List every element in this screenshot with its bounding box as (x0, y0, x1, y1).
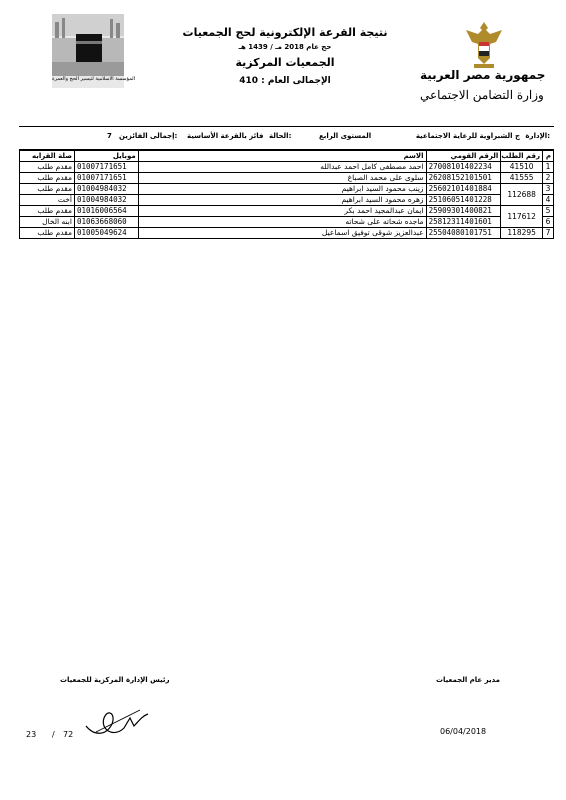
document-title: نتيجة القرعة الإلكترونية لحج الجمعيات (182, 26, 388, 39)
print-date: 06/04/2018 (440, 727, 487, 736)
table-row (20, 184, 554, 195)
table-row (20, 195, 554, 206)
cell-name: سلوى على محمد الصباغ (138, 173, 426, 184)
table-row (20, 228, 554, 239)
header-mobile: موبايل (74, 151, 138, 162)
cell-name: عبدالعزيز شوقى توفيق اسماعيل (138, 228, 426, 239)
admin-label: الإدارة: (525, 132, 550, 140)
cell-num: 3 (543, 184, 554, 195)
left-logo-caption: المؤسسة الاسلامية لتيسير الحج والعمرة (52, 76, 136, 82)
cell-num: 7 (543, 228, 554, 239)
kaaba-logo (52, 14, 136, 88)
cell-name: زهره محمود السيد ابراهيم (138, 195, 426, 206)
cell-name: احمد مصطفى كامل احمد عبدالله (138, 162, 426, 173)
document-subtitle: حج عام 2018 مـ / 1439 هـ (238, 43, 332, 51)
cell-request: 117612 (501, 206, 543, 228)
header-name: الاسم (138, 151, 426, 162)
cell-relation: مقدم طلب (20, 173, 75, 184)
cell-relation: مقدم طلب (20, 184, 75, 195)
header-national-id: الرقم القومي (426, 151, 501, 162)
cell-relation: أخت (20, 195, 75, 206)
cell-relation: مقدم طلب (20, 228, 75, 239)
cell-num: 1 (543, 162, 554, 173)
cell-mobile: 01005049624 (74, 228, 138, 239)
info-bar (19, 126, 554, 150)
level-value: المستوى الرابع (319, 132, 372, 140)
cell-mobile: 01007171651 (74, 173, 138, 184)
winners-value: 7 (107, 132, 112, 140)
cell-mobile: 01016006564 (74, 206, 138, 217)
central-admin-head-title: رئيس الإدارة المركزية للجمعيات (60, 676, 170, 684)
ministry-name: وزارة التضامن الاجتماعي (420, 88, 544, 102)
page-total: 72 (63, 730, 74, 739)
cell-name: ايمان عبدالمجيد احمد بكر (138, 206, 426, 217)
cell-relation: مقدم طلب (20, 162, 75, 173)
cell-national-id: 26208152101501 (426, 173, 501, 184)
page-separator: / (52, 730, 55, 739)
cell-relation: ابنه الخال (20, 217, 75, 228)
cell-request: 41555 (501, 173, 543, 184)
status-label: الحالة: (269, 132, 292, 140)
country-name: جمهورية مصر العربية (420, 68, 546, 82)
cell-num: 6 (543, 217, 554, 228)
table-header-row (20, 151, 554, 162)
cell-national-id: 25504080101751 (426, 228, 501, 239)
general-manager-title: مدير عام الجمعيات (436, 676, 501, 684)
header-request: رقم الطلب (501, 151, 543, 162)
cell-national-id: 25106051401228 (426, 195, 501, 206)
table-row (20, 206, 554, 217)
cell-name: ماجده شحاته على شحاته (138, 217, 426, 228)
cell-national-id: 27008101402234 (426, 162, 501, 173)
cell-num: 4 (543, 195, 554, 206)
total-count: الإجمالى العام : 410 (239, 76, 331, 86)
eagle-emblem-icon (456, 16, 512, 72)
cell-request: 41510 (501, 162, 543, 173)
cell-mobile: 01004984032 (74, 195, 138, 206)
page-number: 23 (26, 730, 37, 739)
cell-request: 112688 (501, 184, 543, 206)
header-relation: صلة القرابه (20, 151, 75, 162)
cell-num: 5 (543, 206, 554, 217)
table-row (20, 162, 554, 173)
header-num: م (543, 151, 554, 162)
cell-name: زينب محمود السيد ابراهيم (138, 184, 426, 195)
status-value: فائز بالقرعة الأساسية (187, 132, 264, 140)
cell-mobile: 01004984032 (74, 184, 138, 195)
section-title: الجمعيات المركزية (235, 56, 335, 69)
admin-value: ج الشبراوية للرعاية الاجتماعية (415, 132, 520, 140)
table-row (20, 173, 554, 184)
cell-num: 2 (543, 173, 554, 184)
cell-national-id: 25812311401601 (426, 217, 501, 228)
cell-mobile: 01063668060 (74, 217, 138, 228)
cell-request: 118295 (501, 228, 543, 239)
cell-relation: مقدم طلب (20, 206, 75, 217)
winners-label: إجمالى الفائزين: (119, 132, 178, 140)
cell-national-id: 25602101401884 (426, 184, 501, 195)
table-row (20, 217, 554, 228)
cell-national-id: 25909301400821 (426, 206, 501, 217)
winners-table (19, 150, 554, 239)
signature-icon (82, 692, 152, 742)
cell-mobile: 01007171651 (74, 162, 138, 173)
